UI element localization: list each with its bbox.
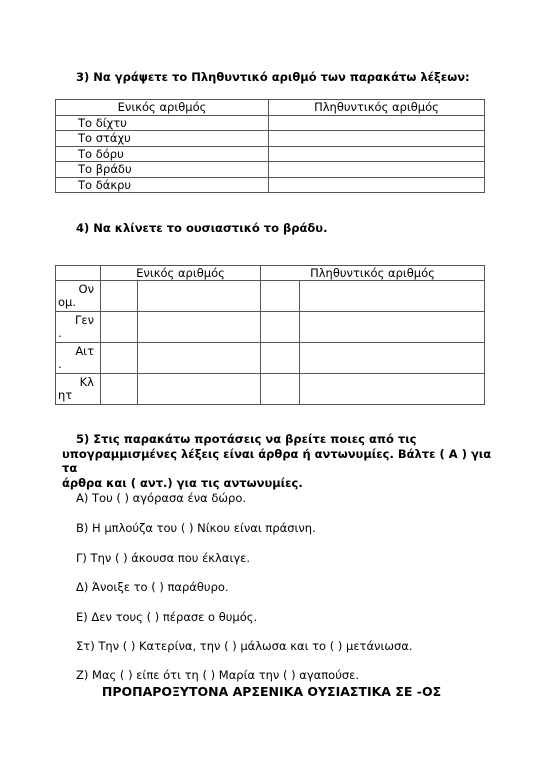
article-cell[interactable] [101,374,138,405]
q5-intro-line: 5) Στις παρακάτω προτάσεις να βρείτε ποιες από τις [76,432,417,446]
answer-cell[interactable] [269,146,485,162]
article-cell[interactable] [261,281,300,312]
header-singular: Ενικός αριθμός [101,266,261,281]
table-row [56,343,485,374]
declension-table [55,265,485,405]
noun-cell[interactable] [138,312,261,343]
article-cell[interactable] [101,281,138,312]
word-cell: Το δόρυ [56,146,269,162]
q5-intro-line: άρθρα και ( αντ.) για τις αντωνυμίες. [62,475,303,490]
header-plural: Πληθυντικός αριθμός [261,266,485,281]
sentence-z: Ζ) Μας ( ) είπε ότι τη ( ) Μαρία την ( ) αγαπούσε. [76,668,360,682]
article-cell[interactable] [261,343,300,374]
case-label: Κλ ητ [56,374,101,405]
sentence-st: Στ) Την ( ) Κατερίνα, την ( ) μάλωσα και το ( ) μετάνιωσα. [76,639,413,653]
table-row [56,312,485,343]
case-label: Γεν . [56,312,101,343]
answer-cell[interactable] [269,115,485,131]
table-row [56,115,485,131]
section-title: ΠΡΟΠΑΡΟΞΥΤΟΝΑ ΑΡΣΕΝΙΚΑ ΟΥΣΙΑΣΤΙΚΑ ΣΕ -ΟΣ [101,684,442,699]
case-label: Αιτ . [56,343,101,374]
answer-cell[interactable] [269,177,485,193]
answer-cell[interactable] [269,162,485,178]
q3-title: 3) Να γράψετε το Πληθυντικό αριθμό των παρακάτω λέξεων: [76,70,470,84]
table-header-row [56,100,485,116]
corner-cell [56,266,101,281]
noun-cell[interactable] [300,281,485,312]
table-row [56,131,485,147]
sentence-e: Ε) Δεν τους ( ) πέρασε ο θυμός. [76,610,258,624]
sentence-b: Β) Η μπλούζα του ( ) Νίκου είναι πράσινη. [76,521,316,535]
noun-cell[interactable] [300,343,485,374]
q5-intro [62,432,502,490]
word-cell: Το δίχτυ [56,115,269,131]
sentence-c: Γ) Την ( ) άκουσα που έκλαιγε. [76,551,251,565]
answer-cell[interactable] [269,131,485,147]
article-cell[interactable] [261,312,300,343]
word-cell: Το στάχυ [56,131,269,147]
noun-cell[interactable] [138,374,261,405]
q4-title: 4) Να κλίνετε το ουσιαστικό το βράδυ. [76,221,328,235]
noun-cell[interactable] [138,343,261,374]
article-cell[interactable] [261,374,300,405]
table-row [56,162,485,178]
word-cell: Το βράδυ [56,162,269,178]
table-row [56,177,485,193]
plural-table [55,99,485,193]
table-row [56,146,485,162]
table-header-row [56,266,485,281]
table-row [56,281,485,312]
sentence-a: Α) Του ( ) αγόρασα ένα δώρο. [76,491,247,505]
case-label: Ον ομ. [56,281,101,312]
sentence-d: Δ) Άνοιξε το ( ) παράθυρο. [76,580,229,594]
q5-intro-line: υπογραμμισμένες λέξεις είναι άρθρα ή αντωνυμίες. Βάλτε ( Α ) για τα [62,446,492,475]
header-plural: Πληθυντικός αριθμός [269,100,485,116]
article-cell[interactable] [101,343,138,374]
table-row [56,374,485,405]
article-cell[interactable] [101,312,138,343]
noun-cell[interactable] [300,374,485,405]
word-cell: Το δάκρυ [56,177,269,193]
header-singular: Ενικός αριθμός [56,100,269,116]
noun-cell[interactable] [138,281,261,312]
noun-cell[interactable] [300,312,485,343]
